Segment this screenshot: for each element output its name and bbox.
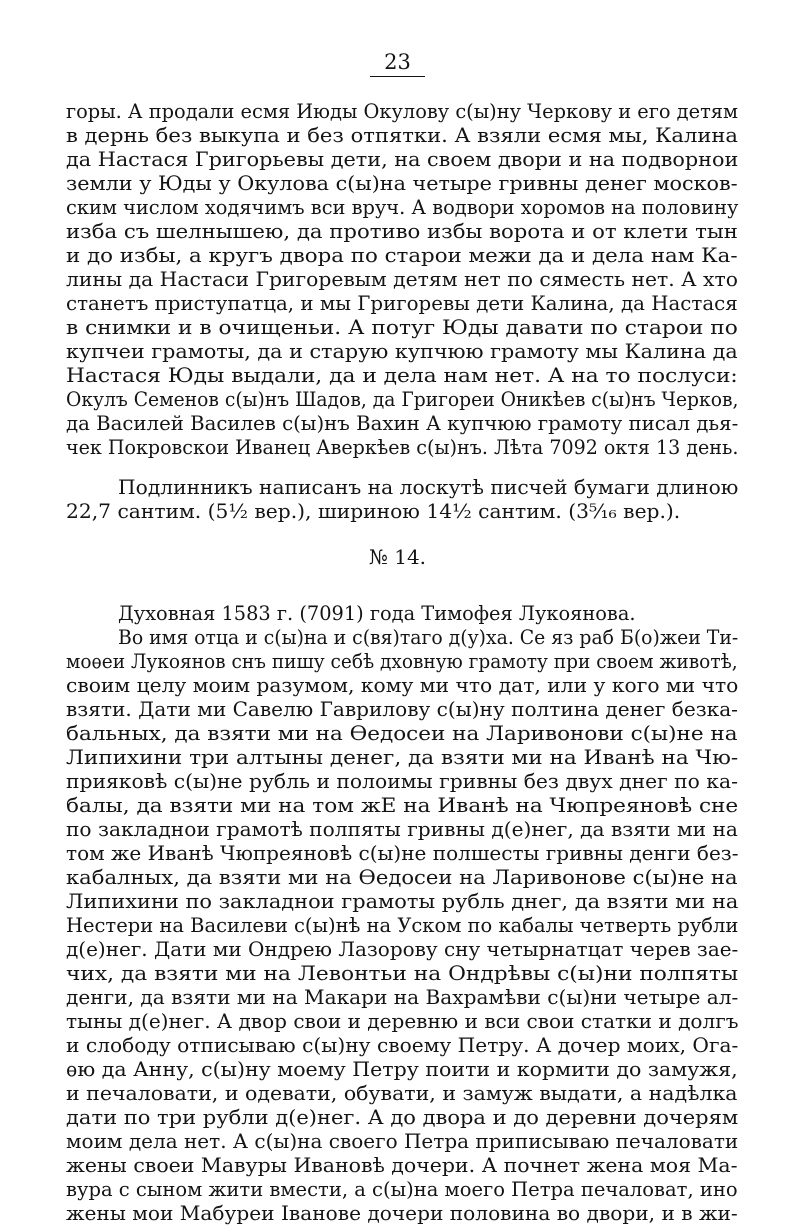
text-line: жены мои Мабуреи Іванове дочери половина во двори, и в жи-: [66, 1201, 738, 1225]
text-line: том же Иванѣ Чюпреяновѣ с(ы)не полшесты гривны денги без-: [66, 841, 739, 865]
section-heading: № 14.: [368, 545, 427, 569]
text-line: Липихини три алтыны денег, да взяти ми на Иванѣ на Чю-: [66, 745, 739, 769]
text-line: да Настася Григорьевы дети, на своем двори и на подворнои: [66, 147, 739, 171]
text-line: чих, да взяти ми на Левонтьи на Ондрѣвы с(ы)ни полпяты: [66, 961, 739, 985]
text-line: д(е)нег. Дати ми Ондрею Лазорову сну четырнатцат черев заe-: [66, 937, 739, 961]
text-line: тыны д(е)нег. А двор свои и деревню и вси свои статки и долгъ: [66, 1009, 739, 1033]
text-line: ѳю да Анну, с(ы)ну моему Петру поити и кормити до замужя,: [66, 1057, 738, 1081]
text-line: горы. А продали есмя Июды Окулову с(ы)ну Черкову и его детям: [66, 99, 739, 123]
text-line: моим дела нет. А с(ы)на своего Петра приписываю печаловати: [66, 1129, 739, 1153]
text-line: кабалных, да взяти ми на Ѳедосеи на Ларивонове с(ы)не на: [66, 865, 738, 889]
text-line: моѳеи Лукоянов снъ пишу себѣ дховную грамоту при своем животѣ,: [66, 649, 738, 673]
text-line: чек Покровскои Иванец Аверкѣев с(ы)нъ. Лѣта 7092 октя 13 день.: [66, 435, 739, 459]
text-line: изба съ шелнышею, да противо избы ворота и от клети тын: [66, 219, 738, 243]
text-line: земли у Юды у Окулова с(ы)на четыре гривны денег москов-: [66, 171, 738, 195]
text-line: станетъ приступатца, и мы Григоревы дети Калина, да Настася: [66, 291, 738, 315]
text-line: и печаловати, и одевати, обувати, и замуж выдати, а надѣлка: [66, 1081, 738, 1105]
text-line: купчеи грамоты, да и старую купчюю грамоту мы Калина да: [66, 339, 738, 363]
text-line: бальных, да взяти ми на Ѳедосеи на Ларивонови с(ы)не на: [66, 721, 738, 745]
text-line: Духовная 1583 г. (7091) года Тимофея Лукоянова.: [118, 601, 636, 625]
text-line: балы, да взяти ми на том жЕ на Иванѣ на Чюпреяновѣ сне: [66, 793, 739, 817]
text-line: 22,7 сантим. (5½ вер.), шириною 14½ сантим. (3⁵⁄₁₆ вер.).: [66, 499, 681, 523]
text-line: и слободу отписываю с(ы)ну своему Петру. А дочер моих, Ога-: [66, 1033, 739, 1057]
text-line: лины да Настаси Григоревым детям нет по сяместь нет. А хто: [66, 267, 738, 291]
text-line: в дернь без выкупа и без отпятки. А взяли есмя мы, Калина: [66, 123, 738, 147]
page-number: 23: [0, 50, 795, 77]
text-line: взяти. Дати ми Савелю Гаврилову с(ы)ну полтина денег безка-: [66, 697, 738, 721]
text-line: ским числом ходячимъ вси вруч. А водвори хоромов на половину: [66, 195, 739, 219]
text-line: вура с сыном жити вмести, а с(ы)на моего Петра печаловат, ино: [66, 1177, 738, 1201]
text-line: в снимки и в очищеньи. А потуг Юды давати по старои по: [66, 315, 738, 339]
text-line: жены своеи Мавуры Ивановѣ дочери. А почнет жена моя Ма-: [66, 1153, 738, 1177]
text-line: да Василей Василев с(ы)нъ Вахин А купчюю грамоту писал дья-: [66, 411, 739, 435]
text-line: Окулъ Семенов с(ы)нъ Шадов, да Григореи Оникѣев с(ы)нъ Черков,: [66, 387, 739, 411]
text-line: Подлинникъ написанъ на лоскутѣ писчей бумаги длиною: [118, 475, 739, 499]
text-line: своим целу моим разумом, кому ми что дат, или у кого ми что: [66, 673, 739, 697]
text-line: по закладнои грамотѣ полпяты гривны д(е)нег, да взяти ми на: [66, 817, 738, 841]
text-line: денги, да взяти ми на Макари на Вахрамѣви с(ы)ни четыре ал-: [66, 985, 739, 1009]
text-line: дати по три рубли д(е)нег. А до двора и до деревни дочерям: [66, 1105, 739, 1129]
text-line: и до избы, а кругъ двора по старои межи да и дела нам Ка-: [66, 243, 738, 267]
text-line: Во имя отца и с(ы)на и с(вя)таго д(у)ха. Се яз раб Б(о)жеи Ти-: [118, 625, 739, 649]
text-line: Липихини по закладнои грамоты рубль днег, да взяти ми на: [66, 889, 739, 913]
text-line: прияковѣ с(ы)не рубль и полоимы гривны без двух днег по ка-: [66, 769, 738, 793]
text-line: Нестери на Василеви с(ы)нѣ на Уском по кабалы четверть рубли: [66, 913, 739, 937]
text-line: Настася Юды выдали, да и дела нам нет. А на то послуси:: [66, 363, 738, 387]
